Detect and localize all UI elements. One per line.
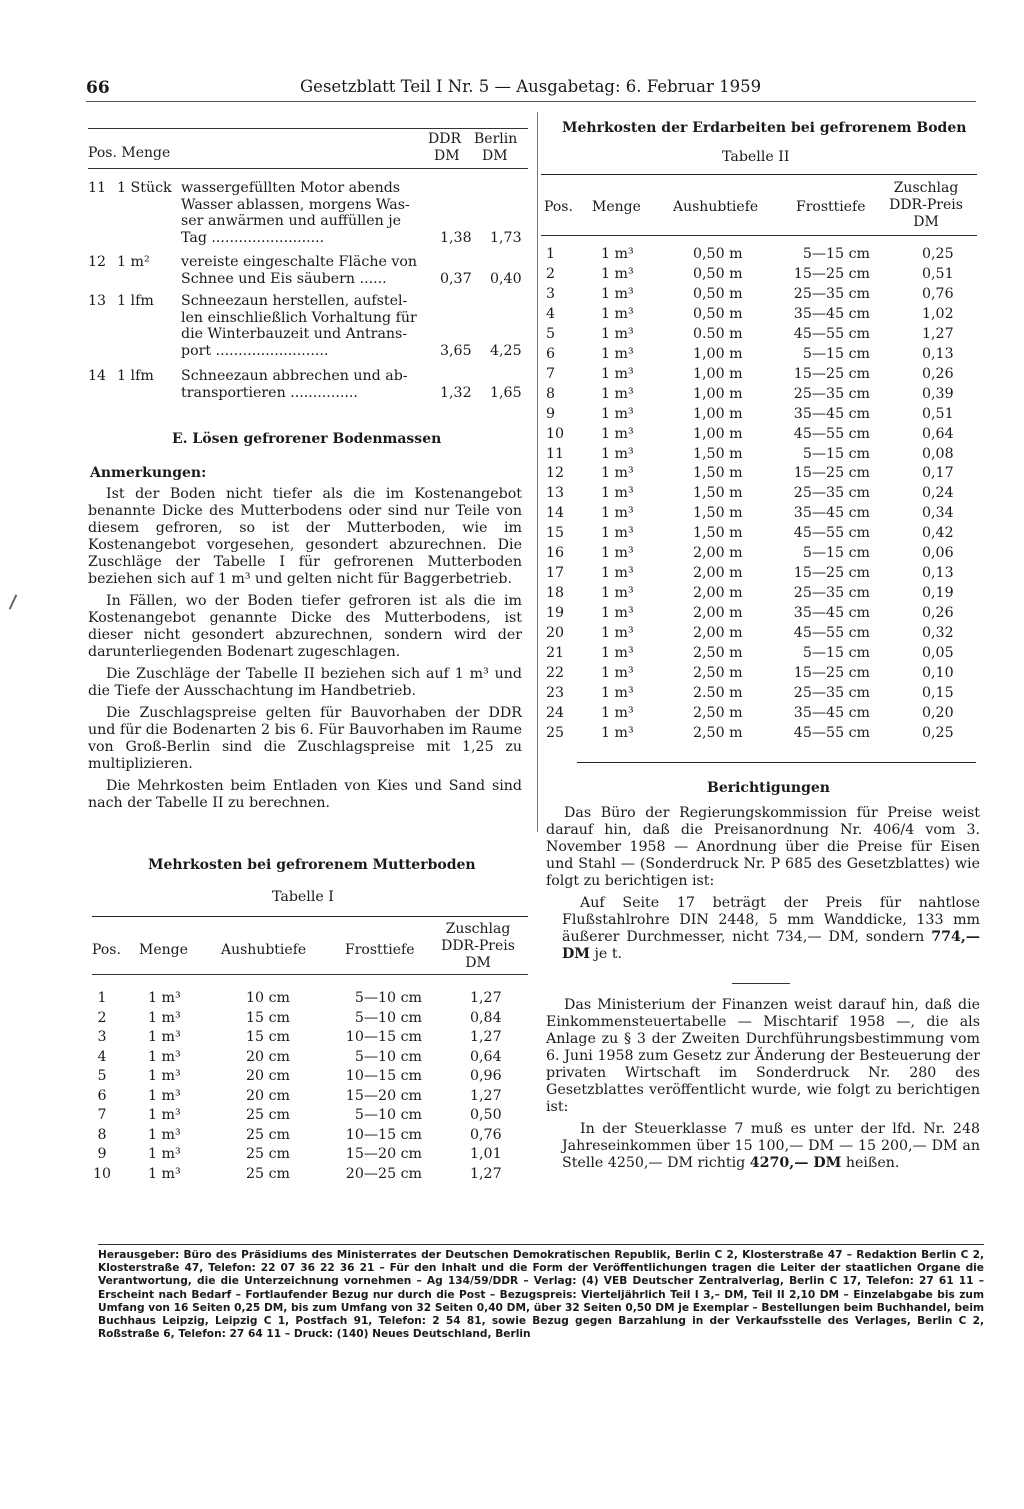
left-row-text: die Winterbauzeit und Antrans- bbox=[181, 326, 408, 342]
table2-row-frost: 45—55 cm bbox=[793, 425, 870, 442]
table2-row-aushub: 0,50 m bbox=[693, 246, 743, 262]
header-rule bbox=[86, 101, 976, 102]
left-row-berlin: 1,73 bbox=[490, 229, 522, 246]
table2-row-preis: 0,13 bbox=[922, 345, 954, 362]
correction-paragraph-1: Das Büro der Regierungskommission für Preise weist darauf hin, daß die Preisanordnung Nr. 406/4 vom 3. November 1958 — Anordnung über die Preise für Eisen und Stahl — (Sonderdruck Nr. P 685 des Gesetzblattes) wie folgt zu berichtigen ist: bbox=[546, 805, 980, 889]
table2-row-aushub: 0,50 m bbox=[693, 285, 743, 302]
table1-row-preis: 1,27 bbox=[470, 1165, 502, 1182]
table2-row-frost: 35—45 cm bbox=[793, 405, 870, 422]
left-row-menge: 1 lfm bbox=[117, 293, 154, 309]
table2-row-pos: 25 bbox=[546, 724, 565, 741]
berichtigungen-body bbox=[546, 805, 980, 968]
table1-row-menge: 1 m³ bbox=[148, 1029, 181, 1045]
table2-row-aushub: 2,50 m bbox=[693, 645, 743, 661]
margin-stroke bbox=[9, 594, 18, 609]
table2-row-menge: 1 m³ bbox=[601, 724, 634, 741]
remark-paragraph: In Fällen, wo der Boden tiefer gefroren ist als die im Kostenangebot genannte Dicke des Mutterbodens, ist dieser nicht gesondert abzurechnen, sondern wird der darunterliegenden Bodenart zugeschlagen. bbox=[88, 593, 522, 660]
table2-row-preis: 0,26 bbox=[922, 365, 954, 382]
table2-row-frost: 45—55 cm bbox=[793, 724, 870, 741]
table1-row-aushub: 25 cm bbox=[246, 1107, 290, 1123]
table2-row-menge: 1 m³ bbox=[601, 246, 634, 262]
table2-row-menge: 1 m³ bbox=[601, 305, 634, 322]
table2-row-menge: 1 m³ bbox=[601, 505, 634, 522]
table2-row-preis: 0,13 bbox=[922, 565, 954, 582]
page-header-title: Gesetzblatt Teil I Nr. 5 — Ausgabetag: 6. Februar 1959 bbox=[300, 77, 762, 96]
table2-row-menge: 1 m³ bbox=[601, 585, 634, 602]
table1-row-preis: 1,01 bbox=[470, 1146, 502, 1162]
table2-row-aushub: 1,00 m bbox=[693, 425, 743, 442]
left-row-menge: 1 Stück bbox=[117, 180, 172, 196]
table2-row-aushub: 0.50 m bbox=[693, 325, 743, 342]
table2-col-aushub: Aushubtiefe bbox=[673, 199, 759, 215]
section-e-heading: E. Lösen gefrorener Bodenmassen bbox=[172, 431, 442, 447]
table2-row-preis: 0,06 bbox=[922, 545, 954, 562]
table2-row-menge: 1 m³ bbox=[601, 525, 634, 542]
table2-row-menge: 1 m³ bbox=[601, 465, 634, 482]
correction-text: In der Steuerklasse 7 muß es unter der lfd. Nr. 248 Jahreseinkommen über 15 100,— DM — 15 200,— DM an Stelle 4250,— DM richtig bbox=[562, 1121, 980, 1171]
table1-row-pos: 7 bbox=[97, 1107, 107, 1123]
table2-row-preis: 0,26 bbox=[922, 605, 954, 622]
table1-row-preis: 1,27 bbox=[470, 990, 502, 1006]
table2-row-frost: 15—25 cm bbox=[793, 565, 870, 582]
table2-row-menge: 1 m³ bbox=[601, 605, 634, 622]
table1-row-pos: 10 bbox=[92, 1165, 112, 1182]
table2-row-menge: 1 m³ bbox=[601, 645, 634, 661]
left-row-ddr: 1,32 bbox=[440, 384, 472, 401]
table2-row-pos: 23 bbox=[546, 684, 565, 701]
left-row-pos: 14 bbox=[88, 368, 107, 384]
table1-row-pos: 1 bbox=[97, 990, 107, 1006]
left-row-text: len einschließlich Vorhaltung für bbox=[181, 309, 417, 326]
left-row-berlin: 1,65 bbox=[490, 384, 522, 401]
left-row-ddr: 0,37 bbox=[440, 270, 472, 287]
table1-row-pos: 3 bbox=[97, 1029, 107, 1045]
table2-row-menge: 1 m³ bbox=[601, 684, 634, 701]
table2-row-preis: 0,10 bbox=[922, 664, 954, 681]
table2-row-menge: 1 m³ bbox=[601, 325, 634, 342]
table2-row-preis: 0,08 bbox=[922, 445, 954, 462]
table1-title: Mehrkosten bei gefrorenem Mutterboden bbox=[148, 857, 476, 873]
table2-row-pos: 14 bbox=[546, 505, 565, 522]
table2-row-aushub: 0,50 m bbox=[693, 265, 743, 282]
left-table-head-rule bbox=[88, 168, 528, 169]
table1-subtitle: Tabelle I bbox=[272, 889, 334, 905]
table1-col-preis-line: DM bbox=[465, 955, 491, 971]
table2-row-pos: 2 bbox=[546, 265, 556, 282]
left-row-berlin: 0,40 bbox=[490, 270, 522, 287]
left-row-berlin: 4,25 bbox=[490, 342, 522, 359]
table2-row-menge: 1 m³ bbox=[601, 565, 634, 582]
table2-row-aushub: 1,00 m bbox=[693, 345, 743, 362]
table2-row-aushub: 2,00 m bbox=[693, 545, 743, 562]
table1-row-menge: 1 m³ bbox=[148, 1126, 181, 1143]
table2-row-aushub: 1,50 m bbox=[693, 465, 743, 482]
left-col-pos-menge: Pos. Menge bbox=[88, 145, 171, 161]
remark-paragraph: Ist der Boden nicht tiefer als die im Kostenangebot benannte Dicke des Mutterbodens oder sind nur Teile von diesem gefroren, so ist der Mutterboden, wie im Kostenangebot vorgesehen, gesondert abzurechnen. Die Zuschläge der Tabelle I für gefrorenen Mutterboden beziehen sich auf 1 m³ und gelten nicht für Baggerbetrieb. bbox=[88, 486, 522, 587]
table1-row-menge: 1 m³ bbox=[148, 1087, 181, 1104]
table1-row-menge: 1 m³ bbox=[148, 1146, 181, 1162]
table2-row-aushub: 2,00 m bbox=[693, 585, 743, 602]
table1-top-rule bbox=[92, 916, 528, 917]
table2-row-frost: 5—15 cm bbox=[802, 345, 870, 362]
correction-bold-value: 774,— DM bbox=[562, 929, 980, 962]
table1-row-preis: 0,64 bbox=[470, 1048, 502, 1065]
table2-row-menge: 1 m³ bbox=[601, 345, 634, 362]
table2-row-aushub: 1,50 m bbox=[693, 485, 743, 502]
table2-row-frost: 45—55 cm bbox=[793, 325, 870, 342]
table1-row-menge: 1 m³ bbox=[148, 1048, 181, 1065]
table2-row-menge: 1 m³ bbox=[601, 265, 634, 282]
table2-row-menge: 1 m³ bbox=[601, 664, 634, 681]
table2-row-preis: 0,24 bbox=[922, 485, 954, 502]
table1-row-aushub: 15 cm bbox=[246, 1029, 290, 1045]
table2-row-aushub: 2,00 m bbox=[693, 605, 743, 622]
table1-row-preis: 0,50 bbox=[470, 1107, 502, 1123]
table2-row-preis: 0,19 bbox=[922, 585, 954, 602]
table2-top-rule bbox=[541, 174, 977, 175]
table2-row-preis: 0,51 bbox=[922, 265, 954, 282]
table2-row-aushub: 0,50 m bbox=[693, 305, 743, 322]
imprint: Herausgeber: Büro des Präsidiums des Ministerrates der Deutschen Demokratischen Republik, Berlin C 2, Klosterstraße 47 – Redaktion Berlin C 2, Klosterstraße 47, Telefon: 22 07 36 22 36 21 – Für den Inhalt und die Form der Veröffentlichungen tragen die Leiter der staatlichen Organe die Verantwortung, die die Unterzeichnung vornehmen – Ag 134/59/DDR – Verlag: (4) VEB Deutscher Zentralverlag, Berlin C 17, Telefon: 27 61 11 – Erscheint nach Bedarf – Fortlaufender Bezug nur durch die Post – Bezugspreis: Vierteljährlich Teil I 3,– DM, Teil II 2,10 DM – Einzelabgabe bis zum Umfang von 16 Seiten 0,25 DM, bis zum Umfang von 32 Seiten 0,40 DM, über 32 Seiten 0,50 DM je Exemplar – Bestellungen beim Buchhandel, beim Buchhaus Leipzig, Leipzig C 1, Postfach 91, Telefon: 2 54 81, sowie Bezug gegen Barzahlung in der Verkaufsstelle des Verlages, Berlin C 2, Roßstraße 6, Telefon: 27 64 11 – Druck: (140) Neues Deutschland, Berlin bbox=[98, 1249, 984, 1341]
table1-row-frost: 10—15 cm bbox=[345, 1068, 422, 1084]
table2-row-preis: 0,17 bbox=[922, 465, 954, 482]
table2-row-menge: 1 m³ bbox=[601, 425, 634, 442]
table1-row-preis: 0,96 bbox=[470, 1068, 502, 1084]
table1-row-frost: 5—10 cm bbox=[354, 990, 422, 1006]
table2-row-pos: 10 bbox=[546, 425, 565, 442]
table2-row-pos: 15 bbox=[546, 525, 565, 542]
table2-row-menge: 1 m³ bbox=[601, 625, 634, 642]
left-row-text: Schneezaun herstellen, aufstel- bbox=[181, 293, 408, 309]
table1-row-aushub: 25 cm bbox=[246, 1165, 290, 1182]
table2-row-pos: 6 bbox=[546, 345, 556, 362]
berichtigungen-heading: Berichtigungen bbox=[707, 780, 830, 796]
left-row-menge: 1 lfm bbox=[117, 368, 154, 384]
table2-row-preis: 0,25 bbox=[922, 246, 954, 262]
table2-bottom-rule bbox=[577, 762, 976, 763]
table2-row-pos: 4 bbox=[546, 305, 556, 322]
table1-col-menge: Menge bbox=[139, 942, 188, 958]
table2-col-preis bbox=[876, 180, 976, 231]
table2-row-preis: 0,05 bbox=[922, 645, 954, 661]
remark-paragraph: Die Zuschlagspreise gelten für Bauvorhaben der DDR und für die Bodenarten 2 bis 6. Für Bauvorhaben im Raume von Groß-Berlin sind die Zuschlagspreise mit 1,25 zu multiplizieren. bbox=[88, 705, 522, 772]
left-row-text: wassergefüllten Motor abends bbox=[181, 180, 401, 196]
table1-row-menge: 1 m³ bbox=[148, 1068, 181, 1084]
berichtigungen-body-2 bbox=[546, 997, 980, 1177]
table2-row-frost: 25—35 cm bbox=[793, 684, 870, 701]
table1-row-pos: 9 bbox=[97, 1146, 107, 1162]
table2-row-menge: 1 m³ bbox=[601, 485, 634, 502]
table2-row-preis: 0,39 bbox=[922, 385, 954, 402]
table2-row-aushub: 2,50 m bbox=[693, 704, 743, 721]
left-row-text: Schneezaun abbrechen und ab- bbox=[181, 368, 408, 384]
table2-row-pos: 20 bbox=[546, 625, 565, 642]
table2-row-frost: 5—15 cm bbox=[802, 645, 870, 661]
table2-row-aushub: 1,50 m bbox=[693, 445, 743, 462]
table1-row-aushub: 20 cm bbox=[246, 1087, 290, 1104]
remark-paragraph: Die Zuschläge der Tabelle II beziehen sich auf 1 m³ und die Tiefe der Ausschachtung im Handbetrieb. bbox=[88, 666, 522, 699]
correction-separator bbox=[732, 983, 790, 984]
table1-col-pos: Pos. bbox=[92, 942, 121, 958]
table1-row-aushub: 20 cm bbox=[246, 1068, 290, 1084]
table2-row-frost: 15—25 cm bbox=[793, 265, 870, 282]
table2-row-frost: 35—45 cm bbox=[793, 605, 870, 622]
left-col-berlin: Berlin bbox=[474, 131, 518, 147]
left-row-text: port ......................... bbox=[181, 342, 329, 359]
table1-row-preis: 0,76 bbox=[470, 1126, 502, 1143]
table2-head-rule bbox=[541, 235, 977, 236]
table2-row-frost: 45—55 cm bbox=[793, 525, 870, 542]
table1-row-menge: 1 m³ bbox=[148, 990, 181, 1006]
remarks-body bbox=[88, 486, 522, 817]
table2-row-frost: 35—45 cm bbox=[793, 505, 870, 522]
page-number: 66 bbox=[86, 78, 110, 98]
table1-row-pos: 6 bbox=[97, 1087, 107, 1104]
left-col-ddr: DDR bbox=[428, 131, 461, 147]
table2-row-frost: 15—25 cm bbox=[793, 664, 870, 681]
table1-row-pos: 5 bbox=[97, 1068, 107, 1084]
table2-row-pos: 13 bbox=[546, 485, 565, 502]
table1-row-aushub: 15 cm bbox=[246, 1009, 290, 1026]
table2-row-pos: 21 bbox=[546, 645, 565, 661]
correction-paragraph-4 bbox=[562, 1121, 980, 1172]
left-table-top-rule bbox=[88, 128, 528, 129]
table2-col-preis-line: Zuschlag bbox=[893, 180, 959, 196]
table1-row-frost: 5—10 cm bbox=[354, 1107, 422, 1123]
table2-row-preis: 0,64 bbox=[922, 425, 954, 442]
table2-row-menge: 1 m³ bbox=[601, 445, 634, 462]
table2-row-preis: 0,42 bbox=[922, 525, 954, 542]
table2-col-preis-line: DDR-Preis bbox=[889, 197, 963, 213]
table2-row-menge: 1 m³ bbox=[601, 405, 634, 422]
left-row-text: Schnee und Eis säubern ...... bbox=[181, 270, 387, 287]
table2-row-frost: 45—55 cm bbox=[793, 625, 870, 642]
table1-row-frost: 20—25 cm bbox=[345, 1165, 422, 1182]
table2-row-preis: 0,20 bbox=[922, 704, 954, 721]
table2-col-preis-line: DM bbox=[913, 214, 939, 230]
table2-row-pos: 17 bbox=[546, 565, 565, 582]
correction-end: je t. bbox=[594, 946, 623, 962]
table1-col-preis bbox=[428, 921, 528, 972]
left-row-pos: 12 bbox=[88, 254, 107, 270]
table1-row-frost: 5—10 cm bbox=[354, 1009, 422, 1026]
table1-col-frost: Frosttiefe bbox=[345, 942, 415, 958]
table2-row-pos: 16 bbox=[546, 545, 565, 562]
remarks-label: Anmerkungen: bbox=[90, 465, 207, 481]
table2-row-aushub: 1,50 m bbox=[693, 525, 743, 542]
table2-row-pos: 22 bbox=[546, 664, 565, 681]
table1-row-pos: 8 bbox=[97, 1126, 107, 1143]
left-row-ddr: 1,38 bbox=[440, 229, 472, 246]
table1-col-preis-line: DDR-Preis bbox=[441, 938, 515, 954]
table2-row-frost: 15—25 cm bbox=[793, 365, 870, 382]
table2-subtitle: Tabelle II bbox=[722, 149, 790, 165]
table2-row-preis: 0,76 bbox=[922, 285, 954, 302]
table1-row-frost: 10—15 cm bbox=[345, 1126, 422, 1143]
table1-row-pos: 2 bbox=[97, 1009, 107, 1026]
table1-row-aushub: 20 cm bbox=[246, 1048, 290, 1065]
table2-row-pos: 8 bbox=[546, 385, 556, 402]
table2-row-frost: 25—35 cm bbox=[793, 285, 870, 302]
table2-row-pos: 5 bbox=[546, 325, 556, 342]
table1-col-preis-line: Zuschlag bbox=[445, 921, 511, 937]
left-row-text: vereiste eingeschalte Fläche von bbox=[181, 254, 418, 270]
table2-col-frost: Frosttiefe bbox=[796, 199, 866, 215]
table2-row-pos: 3 bbox=[546, 285, 556, 302]
table2-row-frost: 25—35 cm bbox=[793, 585, 870, 602]
table2-row-aushub: 1,00 m bbox=[693, 405, 743, 422]
table2-row-menge: 1 m³ bbox=[601, 365, 634, 382]
table1-row-preis: 0,84 bbox=[470, 1009, 502, 1026]
correction-paragraph-2 bbox=[562, 895, 980, 963]
table2-row-menge: 1 m³ bbox=[601, 285, 634, 302]
correction-text: Auf Seite 17 beträgt der Preis für nahtlose Flußstahlrohre DIN 2448, 5 mm Wanddicke, 133 mm äußerer Durchmesser, nicht 734,— DM, sondern bbox=[562, 895, 980, 945]
table2-row-preis: 1,02 bbox=[922, 305, 954, 322]
table2-row-aushub: 1,50 m bbox=[693, 505, 743, 522]
table1-row-aushub: 10 cm bbox=[246, 990, 290, 1006]
left-row-text: ser anwärmen und auffüllen je bbox=[181, 213, 402, 229]
table1-row-aushub: 25 cm bbox=[246, 1126, 290, 1143]
table2-row-menge: 1 m³ bbox=[601, 545, 634, 562]
table2-row-pos: 19 bbox=[546, 605, 565, 622]
left-col-berlin-unit: DM bbox=[482, 148, 508, 164]
table2-row-pos: 7 bbox=[546, 365, 556, 382]
correction-end: heißen. bbox=[845, 1155, 900, 1171]
table2-row-pos: 9 bbox=[546, 405, 556, 422]
table2-row-frost: 35—45 cm bbox=[793, 305, 870, 322]
table1-row-menge: 1 m³ bbox=[148, 1165, 181, 1182]
table2-row-preis: 0,15 bbox=[922, 684, 954, 701]
table2-row-aushub: 2.50 m bbox=[693, 684, 743, 701]
remark-paragraph: Die Mehrkosten beim Entladen von Kies und Sand sind nach der Tabelle II zu berechnen. bbox=[88, 778, 522, 811]
table2-row-aushub: 2,00 m bbox=[693, 565, 743, 582]
left-row-text: Wasser ablassen, morgens Was- bbox=[181, 196, 410, 213]
table2-row-preis: 0,51 bbox=[922, 405, 954, 422]
table1-row-frost: 10—15 cm bbox=[345, 1029, 422, 1045]
table2-row-pos: 1 bbox=[546, 246, 556, 262]
table2-title: Mehrkosten der Erdarbeiten bei gefrorenem Boden bbox=[562, 120, 967, 136]
table2-row-frost: 5—15 cm bbox=[802, 445, 870, 462]
table2-row-pos: 11 bbox=[546, 445, 565, 462]
left-row-text: transportieren ............... bbox=[181, 384, 358, 401]
correction-bold-value: 4270,— DM bbox=[749, 1155, 842, 1171]
table1-row-preis: 1,27 bbox=[470, 1087, 502, 1104]
left-row-menge: 1 m² bbox=[117, 254, 150, 270]
table2-row-aushub: 1,00 m bbox=[693, 385, 743, 402]
table1-row-preis: 1,27 bbox=[470, 1029, 502, 1045]
left-row-text: Tag ......................... bbox=[181, 229, 325, 246]
table2-row-frost: 35—45 cm bbox=[793, 704, 870, 721]
left-row-pos: 11 bbox=[88, 180, 107, 196]
table1-row-frost: 5—10 cm bbox=[354, 1048, 422, 1065]
table2-row-frost: 15—25 cm bbox=[793, 465, 870, 482]
table2-col-menge: Menge bbox=[592, 199, 641, 215]
table2-row-pos: 18 bbox=[546, 585, 565, 602]
table2-row-preis: 0,32 bbox=[922, 625, 954, 642]
correction-paragraph-3: Das Ministerium der Finanzen weist darauf hin, daß die Einkommensteuertabelle — Mischtarif 1958 —, die als Anlage zu § 3 der Zweiten Durchführungsbestimmung vom 6. Juni 1958 zum Gesetz zur Änderung der Besteuerung der privaten Wirtschaft im Sonderdruck Nr. 280 des Gesetzblattes veröffentlicht wurde, wie folgt zu berichtigen ist: bbox=[546, 997, 980, 1115]
table1-row-pos: 4 bbox=[97, 1048, 107, 1065]
table2-row-pos: 24 bbox=[546, 704, 565, 721]
table1-col-aushub: Aushubtiefe bbox=[221, 942, 307, 958]
table2-row-aushub: 2,50 m bbox=[693, 724, 743, 741]
table2-row-preis: 1,27 bbox=[922, 325, 954, 342]
left-row-pos: 13 bbox=[88, 293, 107, 309]
table1-row-menge: 1 m³ bbox=[148, 1107, 181, 1123]
table2-row-frost: 25—35 cm bbox=[793, 485, 870, 502]
table1-row-aushub: 25 cm bbox=[246, 1146, 290, 1162]
table2-row-aushub: 2,50 m bbox=[693, 664, 743, 681]
table2-row-preis: 0,25 bbox=[922, 724, 954, 741]
table1-head-rule bbox=[92, 974, 528, 975]
table2-row-menge: 1 m³ bbox=[601, 385, 634, 402]
table2-row-preis: 0,34 bbox=[922, 505, 954, 522]
table2-row-frost: 5—15 cm bbox=[802, 545, 870, 562]
table2-row-frost: 5—15 cm bbox=[802, 246, 870, 262]
table2-col-pos: Pos. bbox=[544, 199, 573, 215]
table1-row-frost: 15—20 cm bbox=[345, 1146, 422, 1162]
left-row-ddr: 3,65 bbox=[440, 342, 472, 359]
table2-row-menge: 1 m³ bbox=[601, 704, 634, 721]
table1-row-menge: 1 m³ bbox=[148, 1009, 181, 1026]
column-divider bbox=[537, 112, 538, 832]
table1-row-frost: 15—20 cm bbox=[345, 1087, 422, 1104]
table2-row-aushub: 2,00 m bbox=[693, 625, 743, 642]
table2-row-pos: 12 bbox=[546, 465, 565, 482]
footer-rule bbox=[98, 1244, 984, 1245]
table2-row-frost: 25—35 cm bbox=[793, 385, 870, 402]
table2-row-aushub: 1,00 m bbox=[693, 365, 743, 382]
left-col-ddr-unit: DM bbox=[434, 148, 460, 164]
